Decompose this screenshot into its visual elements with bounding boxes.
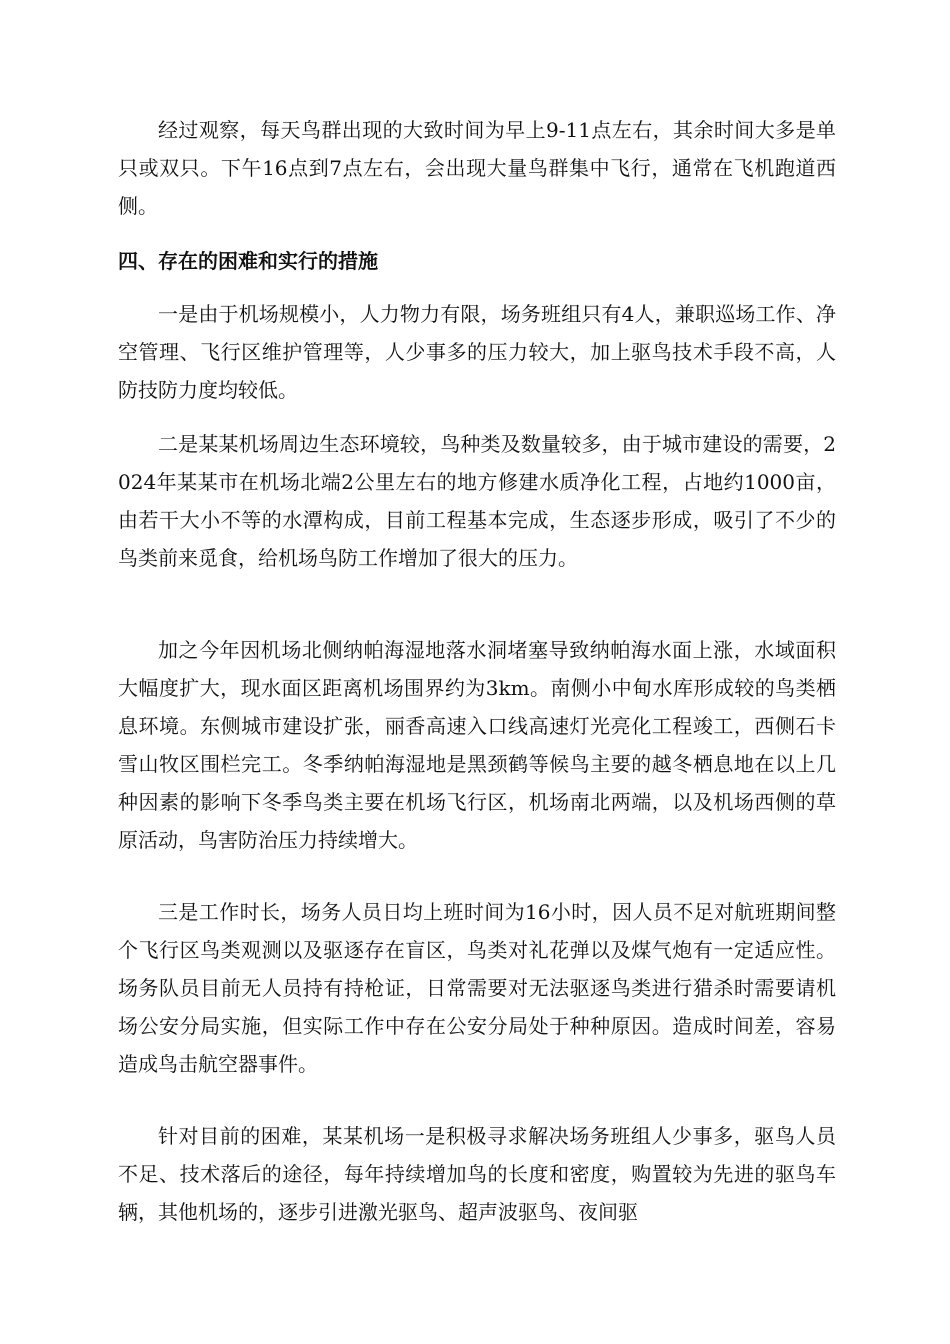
section-heading-difficulties-measures: 四、存在的困难和实行的措施	[118, 249, 378, 273]
paragraph-difficulty-three: 三是工作时长，场务人员日均上班时间为16小时，因人员不足对航班期间整个飞行区鸟类观测以及驱逐存在盲区，鸟类对礼花弹以及煤气炮有一定适应性。场务队员目前无人员持有持枪证，日常需要对无法驱逐鸟类进行猎杀时需要请机场公安分局实施，但实际工作中存在公安分局处于种种原因。造成时间差，容易造成鸟击航空器事件。	[118, 900, 836, 1076]
paragraph-difficulty-one: 一是由于机场规模小，人力物力有限，场务班组只有4人，兼职巡场工作、净空管理、飞行区维护管理等，人少事多的压力较大，加上驱鸟技术手段不高，人防技防力度均较低。	[118, 302, 836, 402]
paragraph-bird-observation-times: 经过观察，每天鸟群出现的大致时间为早上9-11点左右，其余时间大多是单只或双只。下午16点到7点左右，会出现大量鸟群集中飞行，通常在飞机跑道西侧。	[118, 118, 836, 218]
paragraph-difficulty-two: 二是某某机场周边生态环境较，鸟种类及数量较多，由于城市建设的需要，2024年某某市在机场北端2公里左右的地方修建水质净化工程，占地约1000亩，由若干大小不等的水潭构成，目前工程基本完成，生态逐步形成，吸引了不少的鸟类前来觅食，给机场鸟防工作增加了很大的压力。	[118, 432, 836, 570]
paragraph-countermeasures: 针对目前的困难，某某机场一是积极寻求解决场务班组人少事多，驱鸟人员不足、技术落后的途径，每年持续增加鸟的长度和密度，购置较为先进的驱鸟车辆，其他机场的，逐步引进激光驱鸟、超声波驱鸟、夜间驱	[118, 1124, 836, 1224]
paragraph-wetland-expansion: 加之今年因机场北侧纳帕海湿地落水洞堵塞导致纳帕海水面上涨，水域面积大幅度扩大，现水面区距离机场围界约为3km。南侧小中甸水库形成较的鸟类栖息环境。东侧城市建设扩张，丽香高速入口线高速灯光亮化工程竣工，西侧石卡雪山牧区围栏完工。冬季纳帕海湿地是黑颈鹤等候鸟主要的越冬栖息地在以上几种因素的影响下冬季鸟类主要在机场飞行区，机场南北两端，以及机场西侧的草原活动，鸟害防治压力持续增大。	[118, 638, 836, 852]
